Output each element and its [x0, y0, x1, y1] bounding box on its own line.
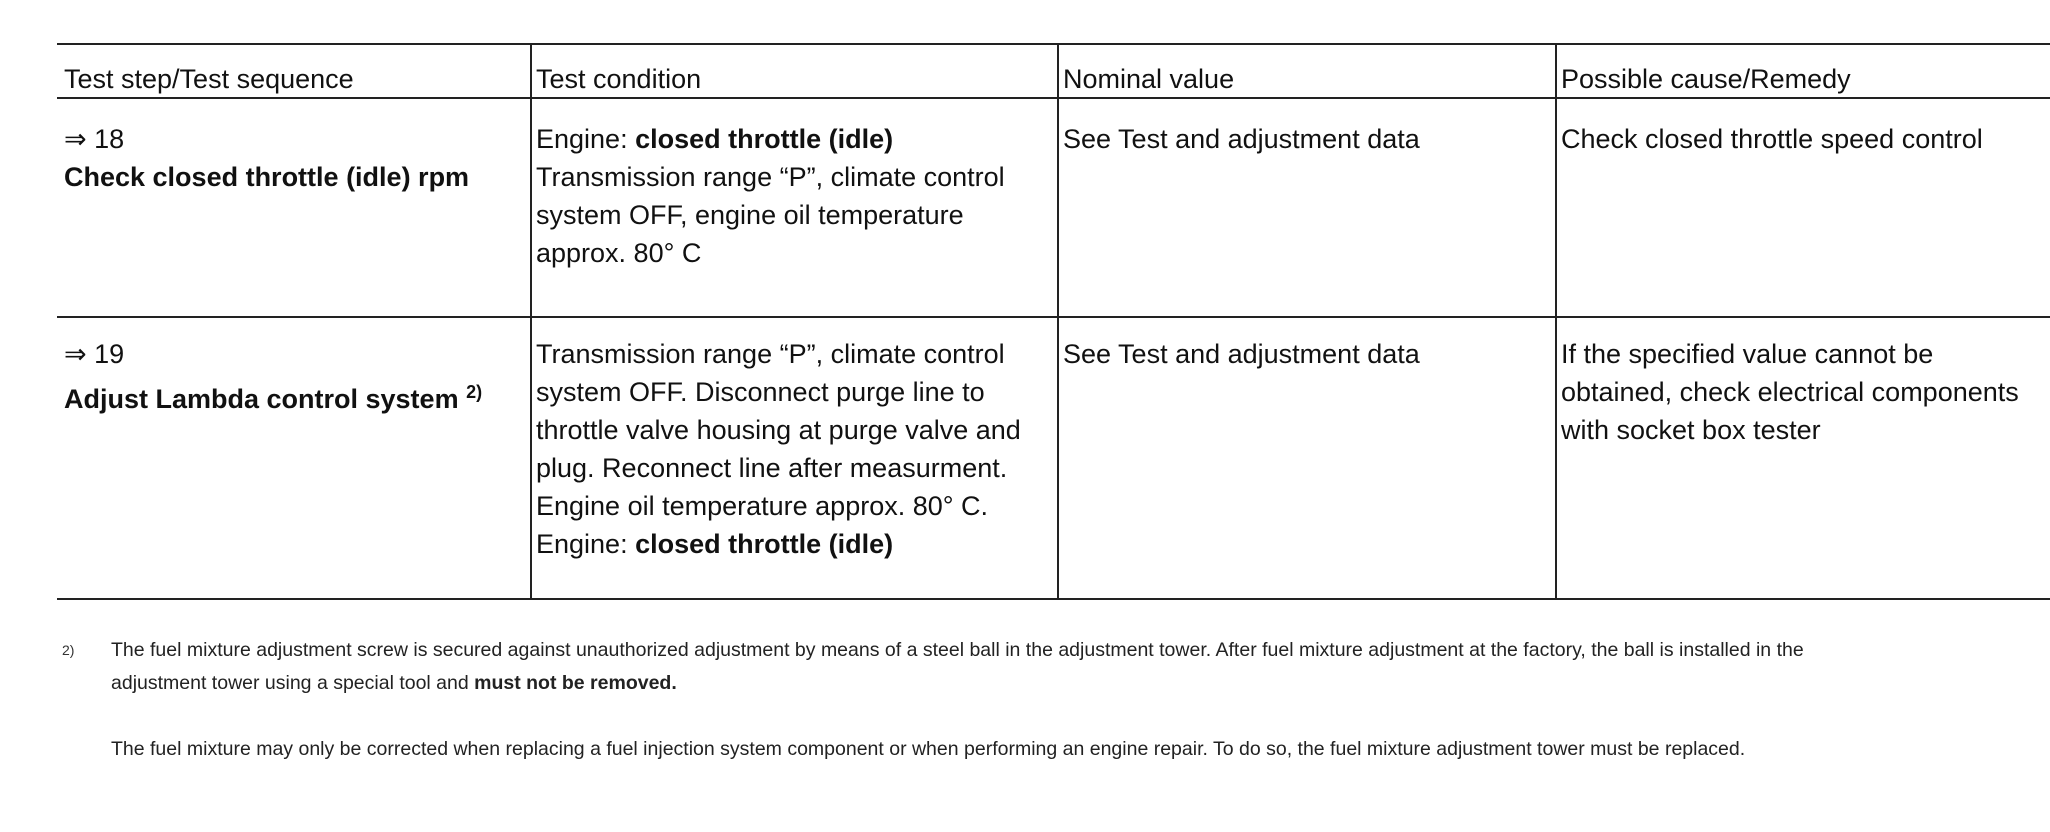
nominal-value-cell: See Test and adjustment data [1063, 339, 1420, 369]
header-test-step: Test step/Test sequence [64, 64, 354, 94]
condition-line: plug. Reconnect line after measurment. [536, 453, 1008, 483]
condition-line: Transmission range “P”, climate control [536, 339, 1005, 369]
footnote-line-1: The fuel mixture adjustment screw is secured against unauthorized adjustment by means of a steel ball in the adjustment tower. After fuel mixture adjustment at the factory, the ball is installed in the [111, 639, 1804, 661]
remedy-cell [1561, 335, 2019, 449]
condition-line: system OFF, engine oil temperature [536, 200, 964, 230]
step-number: 19 [94, 339, 125, 369]
arrow-icon: ⇒ [64, 339, 87, 369]
header-possible-cause: Possible cause/Remedy [1561, 64, 1851, 94]
step-number-line [64, 120, 469, 158]
condition-line: throttle valve housing at purge valve and [536, 415, 1021, 445]
test-condition-cell [536, 120, 1005, 272]
remedy-line: If the specified value cannot be [1561, 339, 1934, 369]
condition-line: Transmission range “P”, climate control [536, 162, 1005, 192]
header-nominal-value: Nominal value [1063, 64, 1235, 94]
table-row-rule [57, 316, 2050, 318]
column-divider-3 [1555, 43, 1557, 600]
remedy-cell [1561, 120, 1983, 158]
step-number: 18 [94, 124, 125, 154]
condition-line: system OFF. Disconnect purge line to [536, 377, 985, 407]
footnote-reference: 2) [466, 382, 483, 402]
step-number-line [64, 335, 482, 373]
table-row [64, 335, 482, 418]
nominal-value-cell: See Test and adjustment data [1063, 124, 1420, 154]
arrow-icon: ⇒ [64, 124, 87, 154]
footnote-line-2: adjustment tower using a special tool and must not be removed. [111, 672, 677, 694]
step-title: Check closed throttle (idle) rpm [64, 162, 470, 192]
remedy-line: Check closed throttle speed control [1561, 124, 1983, 154]
footnote-marker: 2) [62, 642, 75, 658]
condition-line: approx. 80° C [536, 238, 702, 268]
table-top-rule [57, 43, 2050, 45]
header-test-condition: Test condition [536, 64, 702, 94]
condition-line: Engine: closed throttle (idle) [536, 529, 894, 559]
table-bottom-rule [57, 598, 2050, 600]
footnote-line-3: The fuel mixture may only be corrected when replacing a fuel injection system component or when performing an engine repair. To do so, the fuel mixture adjustment tower must be replaced. [111, 738, 1746, 760]
remedy-line: with socket box tester [1561, 415, 1821, 445]
column-divider-1 [530, 43, 532, 600]
condition-line: Engine oil temperature approx. 80° C. [536, 491, 989, 521]
condition-line: Engine: closed throttle (idle) [536, 124, 894, 154]
table-row [64, 120, 469, 196]
step-title: Adjust Lambda control system $^{2)}$ [64, 382, 483, 414]
remedy-line: obtained, check electrical components [1561, 377, 2019, 407]
column-divider-2 [1057, 43, 1059, 600]
test-condition-cell [536, 335, 1021, 563]
